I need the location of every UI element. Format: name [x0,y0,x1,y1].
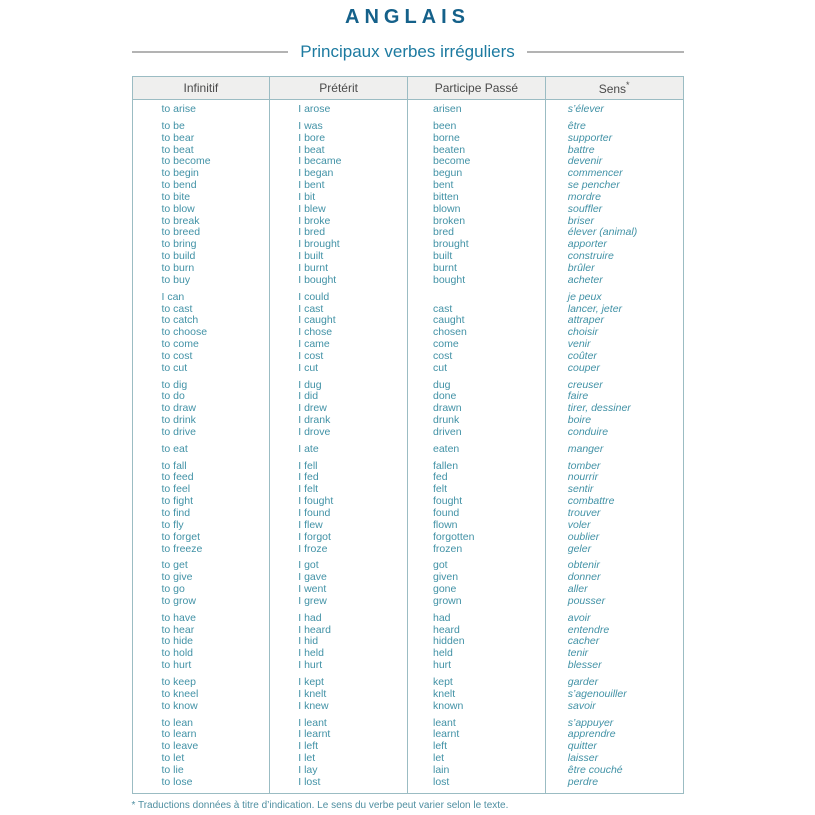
verb-row [132,403,683,415]
participe-cell: come [408,339,546,351]
participe-cell: fed [408,472,546,484]
participe-cell: dug [408,375,546,392]
sens-cell: avoir [545,608,683,625]
verbs-table [132,76,684,794]
verb-row [132,532,683,544]
verb-row [132,351,683,363]
participe-cell: heard [408,625,546,637]
preterit-cell: I knew [270,701,408,713]
participe-cell: gone [408,584,546,596]
sens-cell: savoir [545,701,683,713]
preterit-cell: I felt [270,484,408,496]
sens-cell: tenir [545,648,683,660]
infinitif-cell: to buy [132,275,270,287]
verb-row [132,327,683,339]
participe-cell: hidden [408,636,546,648]
preterit-cell: I had [270,608,408,625]
verb-group [132,287,683,375]
preterit-cell: I built [270,251,408,263]
infinitif-cell: to hurt [132,660,270,672]
sens-cell: combattre [545,496,683,508]
participe-cell: held [408,648,546,660]
infinitif-cell: to become [132,156,270,168]
preterit-cell: I drank [270,415,408,427]
verb-row [132,544,683,556]
verb-row [132,192,683,204]
verb-row [132,304,683,316]
sens-cell: couper [545,363,683,375]
sens-cell: trouver [545,508,683,520]
sens-cell: commencer [545,168,683,180]
sens-cell: donner [545,572,683,584]
sens-cell: oublier [545,532,683,544]
verb-group [132,439,683,456]
verb-row [132,648,683,660]
sens-cell: souffler [545,204,683,216]
sens-cell: tomber [545,456,683,473]
participe-cell: frozen [408,544,546,556]
preterit-cell: I left [270,741,408,753]
infinitif-cell: to come [132,339,270,351]
preterit-cell: I bent [270,180,408,192]
sens-cell: entendre [545,625,683,637]
infinitif-cell: to forget [132,532,270,544]
preterit-cell: I hurt [270,660,408,672]
verb-row [132,625,683,637]
verb-row [132,555,683,572]
infinitif-cell: to keep [132,672,270,689]
column-header-sens [545,77,683,100]
verb-row [132,496,683,508]
preterit-cell: I heard [270,625,408,637]
infinitif-cell: to give [132,572,270,584]
participe-cell: bought [408,275,546,287]
participe-cell: given [408,572,546,584]
sens-cell: tirer, dessiner [545,403,683,415]
sens-cell: être couché [545,765,683,777]
verb-row [132,689,683,701]
participe-cell: become [408,156,546,168]
sens-cell: conduire [545,427,683,439]
preterit-cell: I cut [270,363,408,375]
preterit-cell: I was [270,116,408,133]
preterit-cell: I cost [270,351,408,363]
participe-cell: learnt [408,729,546,741]
column-header-sens-label: Sens [598,82,627,96]
verb-row [132,133,683,145]
verb-row [132,239,683,251]
sens-cell: supporter [545,133,683,145]
preterit-cell: I went [270,584,408,596]
participe-cell: got [408,555,546,572]
preterit-cell: I bred [270,227,408,239]
sens-cell: s’élever [545,100,683,116]
infinitif-cell: to eat [132,439,270,456]
participe-cell: bent [408,180,546,192]
infinitif-cell: to let [132,753,270,765]
participe-cell: bred [408,227,546,239]
participe-cell: knelt [408,689,546,701]
page-subtitle: Principaux verbes irréguliers [300,42,515,61]
sens-cell: être [545,116,683,133]
participe-cell: brought [408,239,546,251]
preterit-cell: I drew [270,403,408,415]
preterit-cell: I became [270,156,408,168]
participe-cell: been [408,116,546,133]
infinitif-cell: to be [132,116,270,133]
subtitle-rule-left [132,51,289,53]
verb-row [132,216,683,228]
verb-row [132,439,683,456]
verb-row [132,753,683,765]
participe-cell: drawn [408,403,546,415]
sens-cell: boire [545,415,683,427]
sens-cell: apprendre [545,729,683,741]
verb-group [132,672,683,713]
participe-cell: cast [408,304,546,316]
participe-cell: driven [408,427,546,439]
preterit-cell: I dug [270,375,408,392]
verb-row [132,741,683,753]
sens-cell: cacher [545,636,683,648]
infinitif-cell: to beat [132,145,270,157]
preterit-cell: I chose [270,327,408,339]
infinitif-cell: to catch [132,315,270,327]
participe-cell: found [408,508,546,520]
participe-cell: built [408,251,546,263]
sens-cell: quitter [545,741,683,753]
participe-cell: had [408,608,546,625]
column-header-participe-passe: Participe Passé [408,77,546,100]
infinitif-cell: to dig [132,375,270,392]
sens-footnote-marker: * [626,80,630,90]
preterit-cell: I got [270,555,408,572]
sens-cell: construire [545,251,683,263]
participe-cell: hurt [408,660,546,672]
sens-cell: sentir [545,484,683,496]
sens-cell: s’agenouiller [545,689,683,701]
preterit-cell: I could [270,287,408,304]
infinitif-cell: to drink [132,415,270,427]
participe-cell: cut [408,363,546,375]
participe-cell: forgotten [408,532,546,544]
preterit-cell: I beat [270,145,408,157]
preterit-cell: I did [270,391,408,403]
sens-cell: acheter [545,275,683,287]
infinitif-cell: to cut [132,363,270,375]
infinitif-cell: to lie [132,765,270,777]
preterit-cell: I leant [270,713,408,730]
sens-cell: se pencher [545,180,683,192]
verb-row [132,363,683,375]
sens-cell: perdre [545,777,683,793]
participe-cell: blown [408,204,546,216]
table-header [132,77,683,100]
participe-cell: borne [408,133,546,145]
preterit-cell: I broke [270,216,408,228]
preterit-cell: I learnt [270,729,408,741]
verb-row [132,100,683,116]
infinitif-cell: to learn [132,729,270,741]
verb-row [132,391,683,403]
infinitif-cell: to draw [132,403,270,415]
verb-row [132,596,683,608]
preterit-cell: I kept [270,672,408,689]
preterit-cell: I let [270,753,408,765]
verb-group [132,375,683,439]
sens-cell: élever (animal) [545,227,683,239]
infinitif-cell: to cost [132,351,270,363]
participe-cell: cost [408,351,546,363]
verb-group [132,608,683,672]
verb-row [132,315,683,327]
infinitif-cell: to burn [132,263,270,275]
verb-row [132,660,683,672]
infinitif-cell: to freeze [132,544,270,556]
participe-cell: chosen [408,327,546,339]
preterit-cell: I hid [270,636,408,648]
infinitif-cell: to arise [132,100,270,116]
verb-row [132,456,683,473]
preterit-cell: I fell [270,456,408,473]
verb-row [132,263,683,275]
verb-row [132,287,683,304]
sens-cell: venir [545,339,683,351]
infinitif-cell: to bend [132,180,270,192]
verb-row [132,116,683,133]
participe-cell: broken [408,216,546,228]
infinitif-cell: to blow [132,204,270,216]
preterit-cell: I brought [270,239,408,251]
infinitif-cell: to know [132,701,270,713]
verb-row [132,729,683,741]
infinitif-cell: to hide [132,636,270,648]
infinitif-cell: to do [132,391,270,403]
table-header-row [132,77,683,100]
sens-cell: brûler [545,263,683,275]
verb-row [132,636,683,648]
preterit-cell: I came [270,339,408,351]
sens-cell: briser [545,216,683,228]
participe-cell: fought [408,496,546,508]
infinitif-cell: to fight [132,496,270,508]
footnote: * Traductions données à titre d’indication. Le sens du verbe peut varier selon le texte. [131,799,509,811]
sens-cell: coûter [545,351,683,363]
verb-row [132,472,683,484]
verb-row [132,608,683,625]
verb-row [132,713,683,730]
participe-cell: leant [408,713,546,730]
participe-cell [408,287,546,304]
preterit-cell: I grew [270,596,408,608]
preterit-cell: I gave [270,572,408,584]
sens-cell: mordre [545,192,683,204]
sens-cell: battre [545,145,683,157]
infinitif-cell: to choose [132,327,270,339]
verb-row [132,180,683,192]
verb-group [132,555,683,607]
preterit-cell: I cast [270,304,408,316]
sens-cell: blesser [545,660,683,672]
verb-row [132,375,683,392]
sens-cell: je peux [545,287,683,304]
participe-cell: caught [408,315,546,327]
sens-cell: choisir [545,327,683,339]
participe-cell: beaten [408,145,546,157]
preterit-cell: I found [270,508,408,520]
verb-row [132,520,683,532]
verb-row [132,251,683,263]
infinitif-cell: to grow [132,596,270,608]
verb-row [132,672,683,689]
sens-cell: aller [545,584,683,596]
column-header-preterit: Prétérit [270,77,408,100]
infinitif-cell: to hold [132,648,270,660]
verb-row [132,427,683,439]
infinitif-cell: to get [132,555,270,572]
verb-row [132,415,683,427]
participe-cell: burnt [408,263,546,275]
verb-row [132,765,683,777]
participe-cell: bitten [408,192,546,204]
participe-cell: felt [408,484,546,496]
preterit-cell: I bought [270,275,408,287]
participe-cell: let [408,753,546,765]
participe-cell: left [408,741,546,753]
participe-cell: known [408,701,546,713]
verb-group [132,100,683,116]
participe-cell: eaten [408,439,546,456]
verb-row [132,572,683,584]
verb-row [132,204,683,216]
sens-cell: lancer, jeter [545,304,683,316]
participe-cell: kept [408,672,546,689]
infinitif-cell: to lose [132,777,270,793]
infinitif-cell: to bite [132,192,270,204]
infinitif-cell: to bring [132,239,270,251]
sens-cell: s’appuyer [545,713,683,730]
infinitif-cell: to build [132,251,270,263]
infinitif-cell: to break [132,216,270,228]
infinitif-cell: to fly [132,520,270,532]
sens-cell: attraper [545,315,683,327]
participe-cell: fallen [408,456,546,473]
preterit-cell: I lay [270,765,408,777]
page-title: ANGLAIS [345,6,470,28]
sens-cell: obtenir [545,555,683,572]
sens-cell: devenir [545,156,683,168]
infinitif-cell: to feed [132,472,270,484]
verb-group [132,456,683,556]
verb-row [132,484,683,496]
preterit-cell: I held [270,648,408,660]
sens-cell: creuser [545,375,683,392]
sens-cell: apporter [545,239,683,251]
infinitif-cell: to lean [132,713,270,730]
infinitif-cell: to cast [132,304,270,316]
infinitif-cell: to breed [132,227,270,239]
verb-row [132,227,683,239]
verb-row [132,508,683,520]
infinitif-cell: to bear [132,133,270,145]
verb-row [132,339,683,351]
preterit-cell: I forgot [270,532,408,544]
participe-cell: arisen [408,100,546,116]
sens-cell: nourrir [545,472,683,484]
verb-row [132,584,683,596]
preterit-cell: I knelt [270,689,408,701]
sens-cell: laisser [545,753,683,765]
participe-cell: lain [408,765,546,777]
participe-cell: flown [408,520,546,532]
preterit-cell: I caught [270,315,408,327]
participe-cell: drunk [408,415,546,427]
subtitle-rule-right [527,51,684,53]
infinitif-cell: to find [132,508,270,520]
preterit-cell: I flew [270,520,408,532]
participe-cell: begun [408,168,546,180]
preterit-cell: I ate [270,439,408,456]
participe-cell: grown [408,596,546,608]
preterit-cell: I began [270,168,408,180]
preterit-cell: I blew [270,204,408,216]
sens-cell: faire [545,391,683,403]
sens-cell: manger [545,439,683,456]
verb-row [132,777,683,793]
sens-cell: pousser [545,596,683,608]
verb-row [132,168,683,180]
infinitif-cell: to fall [132,456,270,473]
subtitle-row [132,42,684,62]
verb-group [132,713,683,794]
preterit-cell: I arose [270,100,408,116]
infinitif-cell: to hear [132,625,270,637]
preterit-cell: I fought [270,496,408,508]
infinitif-cell: to go [132,584,270,596]
infinitif-cell: to begin [132,168,270,180]
participe-cell: done [408,391,546,403]
verb-row [132,701,683,713]
preterit-cell: I lost [270,777,408,793]
preterit-cell: I bit [270,192,408,204]
preterit-cell: I fed [270,472,408,484]
infinitif-cell: to leave [132,741,270,753]
infinitif-cell: to kneel [132,689,270,701]
preterit-cell: I burnt [270,263,408,275]
verb-row [132,156,683,168]
infinitif-cell: to drive [132,427,270,439]
infinitif-cell: I can [132,287,270,304]
preterit-cell: I froze [270,544,408,556]
preterit-cell: I bore [270,133,408,145]
column-header-infinitif: Infinitif [132,77,270,100]
participe-cell: lost [408,777,546,793]
infinitif-cell: to feel [132,484,270,496]
sens-cell: garder [545,672,683,689]
verb-row [132,275,683,287]
infinitif-cell: to have [132,608,270,625]
verb-group [132,116,683,287]
sens-cell: voler [545,520,683,532]
preterit-cell: I drove [270,427,408,439]
sens-cell: geler [545,544,683,556]
verb-row [132,145,683,157]
